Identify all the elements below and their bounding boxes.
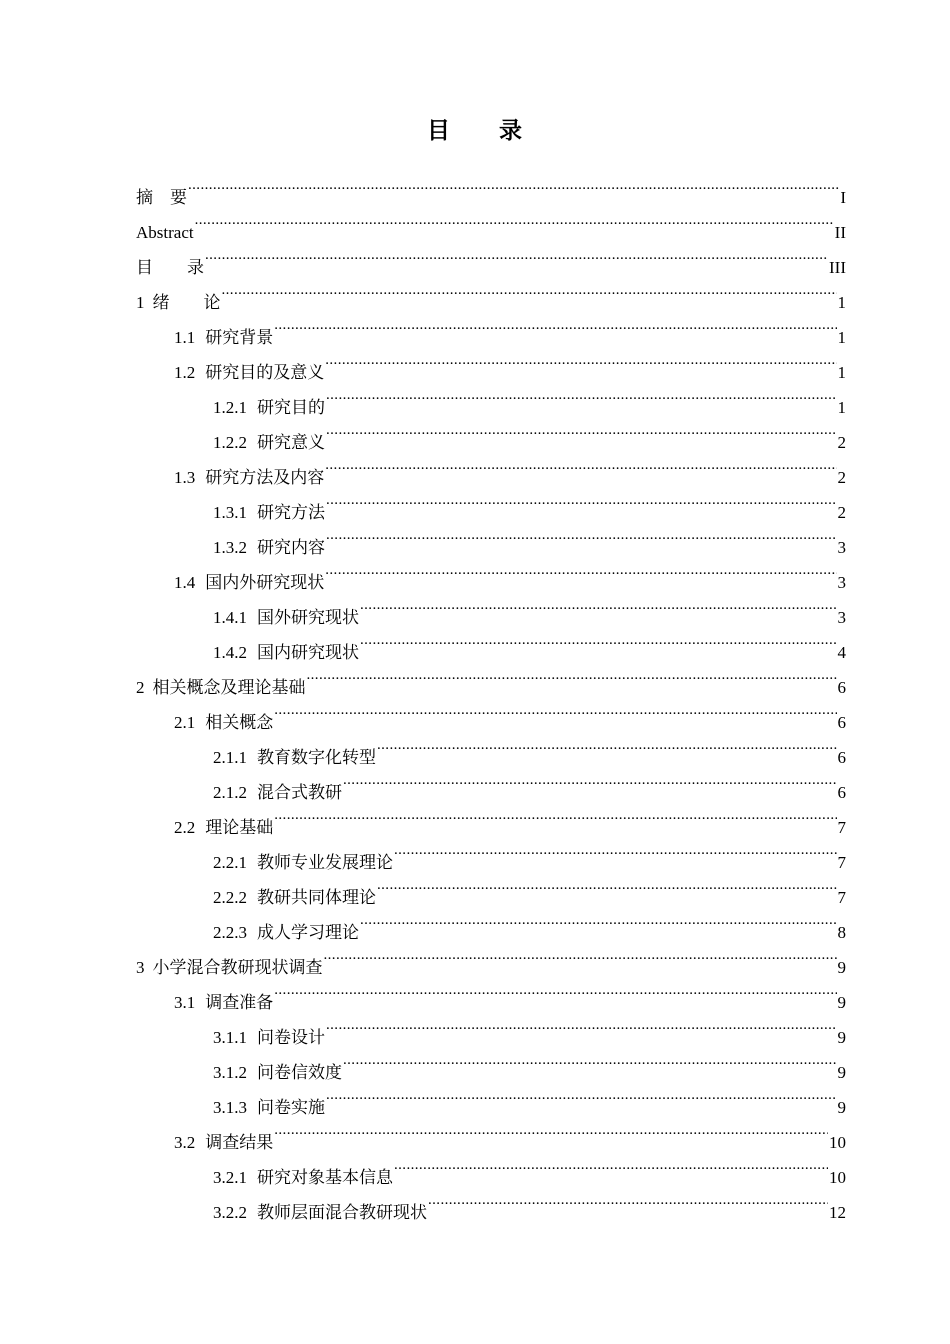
toc-entry-page-number: 3 <box>837 573 846 592</box>
toc-entry[interactable] <box>136 308 846 347</box>
table-of-contents <box>136 168 846 1222</box>
dot-leader <box>377 728 837 763</box>
toc-entry-number: 1.4.2 <box>213 643 247 662</box>
toc-entry-number: 2.2 <box>174 818 196 837</box>
dot-leader <box>377 868 837 903</box>
dot-leader <box>274 1113 828 1148</box>
toc-entry-page-number: 2 <box>837 503 846 522</box>
toc-entry-page-number: 2 <box>837 433 846 452</box>
dot-leader <box>274 693 836 728</box>
toc-entry-number: 1 <box>136 293 145 312</box>
toc-entry[interactable] <box>136 273 846 312</box>
toc-entry-label: 理论基础 <box>205 818 274 837</box>
dot-leader <box>343 763 837 798</box>
toc-entry-label: 目 录 <box>136 258 204 277</box>
dot-leader <box>343 1043 837 1078</box>
toc-entry-page-number: 1 <box>837 398 846 417</box>
toc-entry-label: 研究方法及内容 <box>205 468 325 487</box>
dot-leader <box>325 448 836 483</box>
toc-entry-page-number: 9 <box>837 1028 846 1047</box>
toc-entry-label: 成人学习理论 <box>257 923 359 942</box>
dot-leader <box>360 588 837 623</box>
toc-entry-label: 问卷信效度 <box>257 1063 342 1082</box>
toc-title-first: 目 <box>427 118 451 143</box>
toc-entry-number: 1.4 <box>174 573 196 592</box>
toc-entry-label: 教师专业发展理论 <box>257 853 393 872</box>
toc-entry-page-number: 10 <box>829 1133 846 1152</box>
toc-entry-number: 3.2.1 <box>213 1168 247 1187</box>
toc-entry-page-number: 2 <box>837 468 846 487</box>
toc-entry-page-number: I <box>840 188 846 207</box>
toc-entry-page-number: 9 <box>837 958 846 977</box>
toc-entry-label: 小学混合教研现状调查 <box>152 958 323 977</box>
toc-entry-label: 教育数字化转型 <box>257 748 376 767</box>
dot-leader <box>326 378 837 413</box>
toc-entry-label: 研究目的 <box>257 398 325 417</box>
toc-entry-label: 问卷实施 <box>257 1098 325 1117</box>
toc-entry-page-number: II <box>834 223 846 242</box>
toc-entry-page-number: 3 <box>837 608 846 627</box>
toc-entry-label: 教师层面混合教研现状 <box>257 1203 427 1222</box>
dot-leader <box>326 413 837 448</box>
toc-entry-page-number: 6 <box>837 783 846 802</box>
toc-entry-number: 1.3 <box>174 468 196 487</box>
toc-entry-label: 研究意义 <box>257 433 325 452</box>
toc-entry-number: 3.1.3 <box>213 1098 247 1117</box>
toc-entry-number: 2.1.2 <box>213 783 247 802</box>
toc-entry-label: Abstract <box>136 223 194 242</box>
toc-entry-label: 国内外研究现状 <box>205 573 325 592</box>
toc-entry-number: 2.2.2 <box>213 888 247 907</box>
toc-entry-page-number: 4 <box>837 643 846 662</box>
toc-entry-number: 3 <box>136 958 145 977</box>
dot-leader <box>222 273 837 308</box>
toc-entry-label: 调查准备 <box>205 993 274 1012</box>
toc-entry-page-number: 9 <box>837 1063 846 1082</box>
toc-entry-number: 1.2.1 <box>213 398 247 417</box>
toc-entry-label: 教研共同体理论 <box>257 888 376 907</box>
dot-leader <box>274 973 836 1008</box>
toc-entry-page-number: 7 <box>837 888 846 907</box>
dot-leader <box>360 623 837 658</box>
toc-entry-label: 研究目的及意义 <box>205 363 325 382</box>
toc-entry-label: 研究内容 <box>257 538 325 557</box>
toc-entry-number: 2.1 <box>174 713 196 732</box>
dot-leader <box>428 1183 828 1218</box>
toc-entry-number: 2.1.1 <box>213 748 247 767</box>
toc-title <box>0 112 950 145</box>
toc-entry-label: 研究背景 <box>205 328 274 347</box>
toc-entry-number: 2 <box>136 678 145 697</box>
toc-entry[interactable] <box>136 203 846 242</box>
toc-entry-number: 3.1.1 <box>213 1028 247 1047</box>
dot-leader <box>205 238 828 273</box>
toc-entry-label: 摘 要 <box>136 188 187 207</box>
toc-entry-label: 国内研究现状 <box>257 643 359 662</box>
toc-entry-number: 1.2.2 <box>213 433 247 452</box>
dot-leader <box>326 1078 837 1113</box>
toc-entry-label: 相关概念及理论基础 <box>152 678 306 697</box>
toc-entry-number: 2.2.1 <box>213 853 247 872</box>
toc-entry-page-number: III <box>829 258 846 277</box>
toc-entry-number: 3.2.2 <box>213 1203 247 1222</box>
toc-entry-number: 3.1.2 <box>213 1063 247 1082</box>
toc-entry-label: 混合式教研 <box>257 783 342 802</box>
dot-leader <box>188 168 839 203</box>
toc-title-second: 录 <box>499 118 523 143</box>
toc-entry-page-number: 12 <box>829 1203 846 1222</box>
toc-entry-page-number: 1 <box>837 328 846 347</box>
toc-entry-label: 问卷设计 <box>257 1028 325 1047</box>
dot-leader <box>326 1008 837 1043</box>
toc-entry-page-number: 3 <box>837 538 846 557</box>
toc-entry-label: 相关概念 <box>205 713 274 732</box>
toc-entry-number: 1.3.1 <box>213 503 247 522</box>
toc-entry-label: 绪 论 <box>152 293 221 312</box>
toc-entry-label: 研究方法 <box>257 503 325 522</box>
dot-leader <box>307 658 837 693</box>
toc-entry-label: 调查结果 <box>205 1133 274 1152</box>
dot-leader <box>325 553 836 588</box>
toc-entry-number: 2.2.3 <box>213 923 247 942</box>
toc-entry-page-number: 6 <box>837 713 846 732</box>
toc-entry-label: 研究对象基本信息 <box>257 1168 393 1187</box>
dot-leader <box>326 518 837 553</box>
dot-leader <box>394 1148 828 1183</box>
toc-entry-number: 1.3.2 <box>213 538 247 557</box>
toc-entry-page-number: 8 <box>837 923 846 942</box>
toc-entry-number: 3.2 <box>174 1133 196 1152</box>
toc-entry-page-number: 6 <box>837 748 846 767</box>
toc-entry-page-number: 9 <box>837 993 846 1012</box>
toc-entry-number: 3.1 <box>174 993 196 1012</box>
toc-entry-page-number: 7 <box>837 818 846 837</box>
dot-leader <box>394 833 837 868</box>
dot-leader <box>324 938 837 973</box>
toc-entry-page-number: 10 <box>829 1168 846 1187</box>
toc-entry-page-number: 6 <box>837 678 846 697</box>
dot-leader <box>274 308 836 343</box>
toc-entry-number: 1.4.1 <box>213 608 247 627</box>
toc-entry-page-number: 1 <box>837 363 846 382</box>
dot-leader <box>326 483 837 518</box>
toc-entry-page-number: 1 <box>837 293 846 312</box>
toc-entry[interactable] <box>136 238 846 277</box>
dot-leader <box>274 798 836 833</box>
toc-entry-number: 1.1 <box>174 328 196 347</box>
dot-leader <box>325 343 836 378</box>
dot-leader <box>360 903 837 938</box>
toc-entry-page-number: 9 <box>837 1098 846 1117</box>
toc-entry[interactable] <box>136 168 846 207</box>
toc-entry-number: 1.2 <box>174 363 196 382</box>
toc-entry-page-number: 7 <box>837 853 846 872</box>
toc-entry-label: 国外研究现状 <box>257 608 359 627</box>
dot-leader <box>195 203 834 238</box>
